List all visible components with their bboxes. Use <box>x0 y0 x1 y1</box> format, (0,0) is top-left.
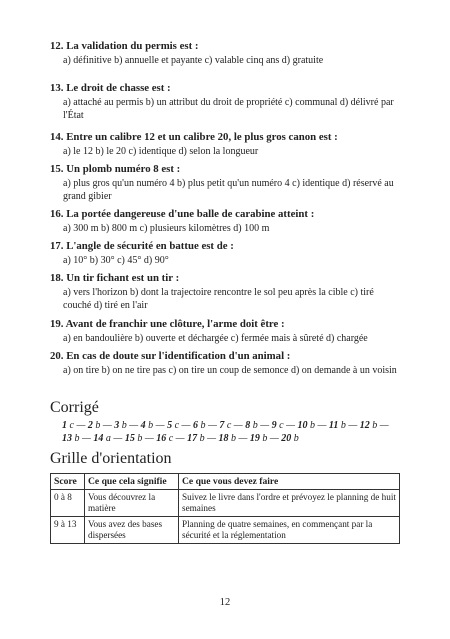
question-12 <box>50 40 400 68</box>
corrige-entry <box>62 433 80 444</box>
corrige-entry <box>250 433 268 444</box>
corrige-entry <box>156 433 173 444</box>
corrige-answer-letter: b <box>145 420 154 431</box>
corrige-answer-letter: b <box>92 420 101 431</box>
corrige-entry <box>245 420 258 431</box>
page-number: 12 <box>219 597 231 608</box>
question-answers: a) 300 m b) 800 m c) plusieurs kilomètres d) 100 m <box>63 223 270 234</box>
table-header-row <box>51 474 400 490</box>
question-title: 13. Le droit de chasse est : <box>50 82 171 94</box>
question-title: 18. Un tir fichant est un tir : <box>50 272 180 284</box>
corrige-answer-letter: b <box>228 432 236 444</box>
corrige-question-number: 3 <box>114 420 120 431</box>
corrige-separator: — <box>235 432 250 444</box>
corrige-question-number: 10 <box>297 420 308 431</box>
question-16 <box>50 208 400 236</box>
corrige-entry <box>93 433 111 444</box>
corrige-question-number: 8 <box>245 420 251 431</box>
corrige-entry <box>193 420 206 431</box>
corrige-answer-letter: b <box>72 432 80 444</box>
table-row <box>51 517 400 544</box>
corrige-separator: — <box>179 420 193 431</box>
corrige-question-number: 16 <box>156 432 167 444</box>
corrige-separator: — <box>73 420 88 431</box>
corrige-answer-letter: c <box>67 420 74 431</box>
question-17 <box>50 240 400 268</box>
question-title: 17. L'angle de sécurité en battue est de : <box>50 240 234 252</box>
corrige-question-number: 9 <box>271 420 277 431</box>
corrige-answer-letter: b <box>197 420 206 431</box>
corrige-answer-letter: b <box>369 420 378 431</box>
question-title: 12. La validation du permis est : <box>50 40 199 52</box>
corrige-separator: — <box>205 420 220 431</box>
corrige-separator: — <box>173 432 188 444</box>
table-row <box>51 490 400 517</box>
corrige-question-number: 18 <box>218 432 229 444</box>
table-cell: Suivez le livre dans l'ordre et prévoyez le planning de huit semaines <box>179 490 400 517</box>
question-answers: a) 10° b) 30° c) 45° d) 90° <box>63 255 169 266</box>
corrige-answer-letter: b <box>259 432 268 444</box>
corrige-separator: — <box>142 432 157 444</box>
corrige-answer-letter: b <box>250 420 258 431</box>
table-cell: Vous avez des bases dispersées <box>85 517 179 544</box>
corrige-answer-letter: b <box>197 432 205 444</box>
table-cell: 0 à 8 <box>51 490 85 517</box>
corrige-separator: — <box>126 420 141 431</box>
corrige-question-number: 6 <box>192 420 198 431</box>
corrige-entry <box>141 420 154 431</box>
question-answers: a) plus gros qu'un numéro 4 b) plus petit qu'un numéro 4 c) identique d) réservé au grand gibier <box>63 178 394 202</box>
corrige-entry <box>281 433 299 444</box>
orientation-table <box>50 473 400 544</box>
corrige-entry <box>219 420 231 431</box>
table-cell: Planning de quatre semaines, en commençant par la sécurité et la réglementation <box>179 517 400 544</box>
corrige-separator: — <box>100 420 115 431</box>
question-answers: a) le 12 b) le 20 c) identique d) selon la longueur <box>63 146 259 157</box>
corrige-question-number: 4 <box>140 420 146 431</box>
question-answers: a) on tire b) on ne tire pas c) on tire un coup de semonce d) on demande à un voisin <box>63 365 397 376</box>
corrige-separator: — <box>79 432 94 444</box>
corrige-answer-letter: c <box>166 432 174 444</box>
corrige-entry <box>218 433 236 444</box>
corrige-answer-letter: b <box>134 432 143 444</box>
corrige-entry <box>297 420 315 431</box>
corrige-question-number: 12 <box>359 420 370 431</box>
question-title: 20. En cas de doute sur l'identification d'un animal : <box>50 350 291 362</box>
corrige-separator: — <box>283 420 298 431</box>
corrige-question-number: 14 <box>93 432 104 444</box>
column-header: Score <box>51 474 85 490</box>
corrige-separator: — <box>377 420 389 431</box>
table-cell: 9 à 13 <box>51 517 85 544</box>
corrige-entry <box>125 433 143 444</box>
corrige-answer-letter: b <box>291 432 299 444</box>
corrige-separator: — <box>231 420 246 431</box>
grille-heading: Grille d'orientation <box>50 450 172 467</box>
corrige-question-number: 11 <box>328 420 339 431</box>
corrige-question-number: 2 <box>87 420 93 431</box>
corrige-entry <box>187 433 205 444</box>
corrige-question-number: 17 <box>187 432 198 444</box>
corrige-entry <box>272 420 284 431</box>
corrige-question-number: 5 <box>167 420 173 431</box>
question-13 <box>50 82 400 122</box>
column-header: Ce que cela signifie <box>85 474 179 490</box>
corrige-answer-letter: c <box>172 420 180 431</box>
corrige-question-number: 15 <box>124 432 135 444</box>
corrige-entry <box>88 420 101 431</box>
corrige-entry <box>360 420 378 431</box>
corrige-entry <box>329 420 346 431</box>
question-18 <box>50 272 400 312</box>
question-title: 14. Entre un calibre 12 et un calibre 20, le plus gros canon est : <box>50 131 338 143</box>
question-title: 19. Avant de franchir une clôture, l'arme doit être : <box>50 318 285 330</box>
question-19 <box>50 318 400 346</box>
question-title: 16. La portée dangereuse d'une balle de carabine atteint : <box>50 208 315 220</box>
corrige-separator: — <box>204 432 219 444</box>
corrige-question-number: 1 <box>62 420 67 431</box>
corrige-answer-letter: b <box>119 420 127 431</box>
corrige-answer-letter: b <box>338 420 346 431</box>
question-answers: a) en bandoulière b) ouverte et déchargée c) fermée mais à sûreté d) chargée <box>63 333 368 344</box>
question-answers: a) attaché au permis b) un attribut du droit de propriété c) communal d) délivré par l'État <box>63 97 394 121</box>
corrige-question-number: 13 <box>62 432 72 444</box>
question-20 <box>50 350 400 378</box>
corrige-separator: — <box>153 420 168 431</box>
corrige-answer-letter: b <box>307 420 315 431</box>
corrige-heading: Corrigé <box>50 399 99 416</box>
corrige-question-number: 7 <box>219 420 225 431</box>
corrige-separator: — <box>110 432 125 444</box>
table-cell: Vous découvrez la matière <box>85 490 179 517</box>
question-title: 15. Un plomb numéro 8 est : <box>50 163 181 175</box>
corrige-separator: — <box>345 420 360 431</box>
corrige-answer-letter: a <box>103 432 111 444</box>
corrige-entry <box>62 420 74 431</box>
column-header: Ce que vous devez faire <box>179 474 400 490</box>
corrige-separator: — <box>314 420 329 431</box>
corrige-answers <box>62 420 398 445</box>
question-answers: a) définitive b) annuelle et payante c) valable cinq ans d) gratuite <box>63 55 324 66</box>
corrige-question-number: 20 <box>281 432 292 444</box>
corrige-entry <box>167 420 179 431</box>
corrige-entry <box>114 420 127 431</box>
corrige-answer-letter: c <box>224 420 232 431</box>
question-14 <box>50 131 400 159</box>
question-answers: a) vers l'horizon b) dont la trajectoire rencontre le sol peu après la cible c) tiré couché d) tiré en l'air <box>63 287 374 311</box>
corrige-separator: — <box>257 420 272 431</box>
question-15 <box>50 163 400 203</box>
corrige-question-number: 19 <box>249 432 260 444</box>
corrige-answer-letter: c <box>276 420 284 431</box>
corrige-separator: — <box>267 432 282 444</box>
